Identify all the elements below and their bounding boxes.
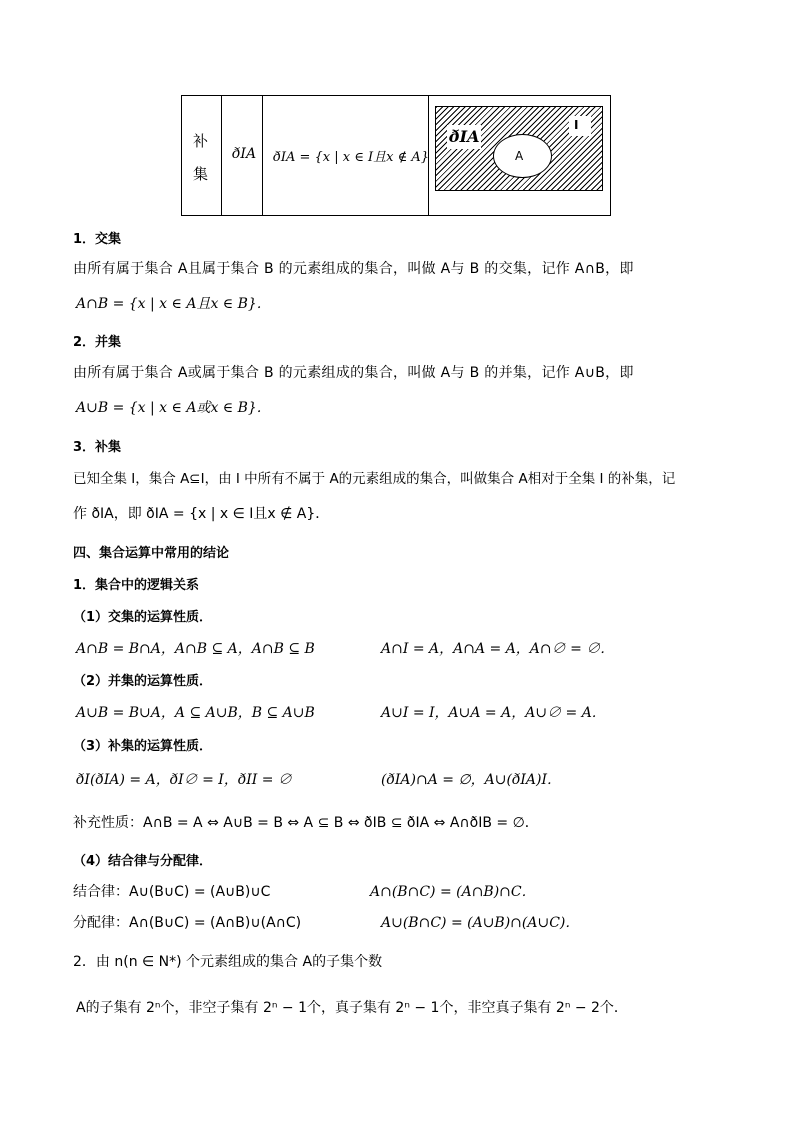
complement-props-right: (ðIA)∩A = ∅，A∪(ðIA)I．	[381, 772, 562, 788]
subheading-logic: 1．集合中的逻辑关系	[73, 578, 200, 593]
venn-universe-label: I	[574, 118, 579, 132]
intersection-formula: A∩B = {x | x ∈ A且x ∈ B}．	[76, 296, 271, 312]
associative-left: 结合律：A∪(B∪C) = (A∪B)∪C	[73, 884, 271, 900]
union-props-right: A∪I = I，A∪A = A，A∪∅ = A．	[381, 705, 606, 721]
title-complement-props: （3）补集的运算性质．	[73, 739, 213, 754]
heading-union: 2．并集	[73, 335, 122, 350]
table-name-line2: 集	[193, 165, 209, 183]
table-divider	[262, 96, 263, 215]
distributive-left: 分配律：A∩(B∪C) = (A∩B)∪(A∩C)	[73, 915, 302, 931]
intersection-props-right: A∩I = A，A∩A = A，A∩∅ = ∅．	[381, 641, 615, 657]
heading-complement: 3．补集	[73, 440, 122, 455]
venn-set-label: A	[515, 149, 524, 163]
table-definition: ðIA = {x | x ∈ I且x ∉ A}	[273, 150, 429, 165]
union-text: 由所有属于集合 A或属于集合 B 的元素组成的集合，叫做 A与 B 的并集，记作 A∪B，即	[73, 365, 634, 381]
table-name-line1: 补	[193, 132, 209, 150]
union-formula: A∪B = {x | x ∈ A或x ∈ B}．	[76, 400, 271, 416]
complement-props-left: ðI(ðIA) = A，ðI∅ = I，ðII = ∅	[76, 772, 292, 788]
associative-right: A∩(B∩C) = (A∩B)∩C．	[370, 884, 536, 900]
heading-conclusions: 四、集合运算中常用的结论	[73, 546, 230, 561]
subheading-subset-count: 2．由 n(n ∈ N*) 个元素组成的集合 A的子集个数	[73, 954, 383, 970]
supplementary-props: 补充性质：A∩B = A ⇔ A∪B = B ⇔ A ⊆ B ⇔ ðIB ⊆ ðIA ⇔ A∩ðIB = ∅．	[73, 815, 539, 831]
heading-intersection: 1．交集	[73, 232, 122, 247]
title-intersection-props: （1）交集的运算性质．	[73, 610, 213, 625]
table-divider	[221, 96, 222, 215]
intersection-text: 由所有属于集合 A且属于集合 B 的元素组成的集合，叫做 A与 B 的交集，记作 A∩B，即	[73, 261, 634, 277]
venn-complement-label: ðIA	[449, 127, 480, 146]
union-props-left: A∪B = B∪A，A ⊆ A∪B，B ⊆ A∪B	[76, 705, 315, 721]
complement-formula: 作 ðIA，即 ðIA = {x | x ∈ I且x ∉ A}．	[73, 506, 330, 522]
intersection-props-left: A∩B = B∩A，A∩B ⊆ A，A∩B ⊆ B	[76, 641, 315, 657]
distributive-right: A∪(B∩C) = (A∪B)∩(A∪C)．	[381, 915, 580, 931]
title-union-props: （2）并集的运算性质．	[73, 674, 213, 689]
table-symbol: ðIA	[232, 146, 257, 162]
complement-text: 已知全集 I，集合 A⊆I，由 I 中所有不属于 A的元素组成的集合，叫做集合 A相对于全集 I 的补集，记	[73, 471, 676, 487]
title-laws: （4）结合律与分配律．	[73, 854, 213, 869]
subset-count-text: A的子集有 2ⁿ个，非空子集有 2ⁿ − 1个，真子集有 2ⁿ − 1个，非空真子集有 2ⁿ − 2个．	[76, 1000, 628, 1016]
